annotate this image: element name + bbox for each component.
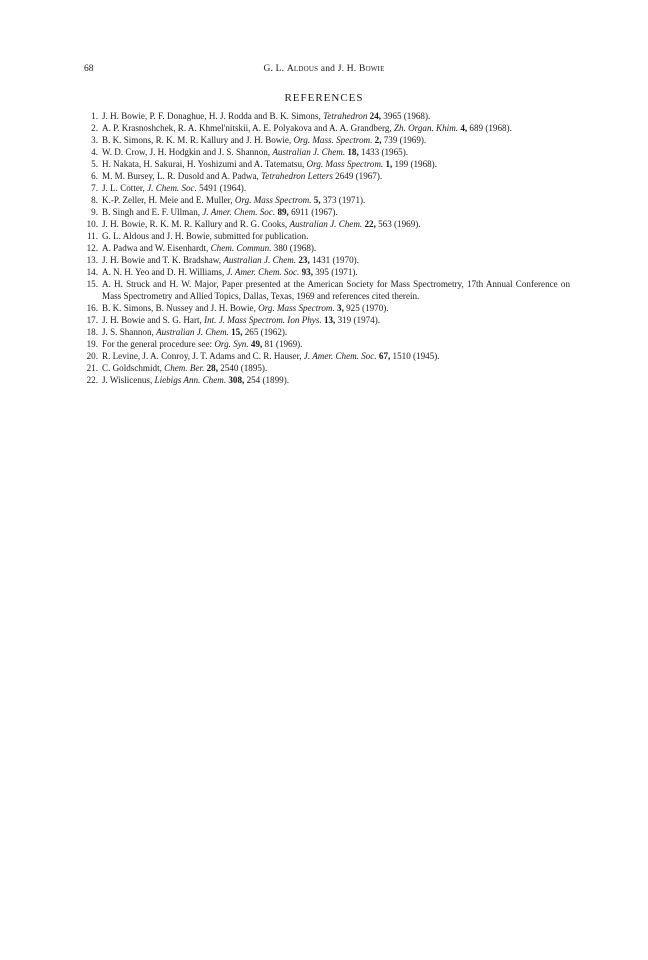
reference-number: 11. [86,231,98,241]
reference-segment: 395 (1971). [313,267,358,277]
reference-text [102,243,316,253]
reference-number: 13. [86,255,98,265]
reference-number: 12. [86,243,98,253]
reference-text [102,147,408,157]
reference-text [102,159,437,169]
reference-item [84,194,570,206]
reference-segment: J. Wislicenus, [102,375,155,385]
reference-item [84,134,570,146]
author2-surname: Bowie [358,64,385,74]
author1-surname: Aldous [286,64,319,74]
journal-title: Australian J. Chem. [156,327,229,337]
reference-item [84,350,570,362]
reference-number: 20. [86,351,98,361]
reference-segment: 2540 (1895). [217,363,268,373]
reference-segment: G. L. Aldous and J. H. Bowie, submitted for publication. [102,231,309,241]
reference-segment: B. K. Simons, B. Nussey and J. H. Bowie, [102,303,259,313]
reference-item [84,302,570,314]
reference-item [84,206,570,218]
reference-number: 2. [91,123,98,133]
reference-segment: 265 (1962). [242,327,288,337]
reference-text [102,195,365,205]
reference-segment: 5491 (1964). [196,183,247,193]
reference-segment: 319 (1974). [335,315,381,325]
reference-segment: H. Nakata, H. Sakurai, H. Yoshizumi and A. Tatematsu, [102,159,307,169]
reference-item [84,314,570,326]
journal-title: Chem. Commun. [210,243,272,253]
reference-segment: A. H. Struck and H. W. Major, Paper presented at the American Society for Mass Spectrometry, 17th Annual Conference on Mass Spectrometry and Allied Topics, Dallas, Texas, 1969 and references cited therein. [102,279,570,301]
reference-segment: J. L. Cotter, [102,183,148,193]
volume-number: 28, [206,363,218,373]
reference-number: 15. [86,279,98,289]
reference-text [102,315,380,325]
running-head [0,64,648,74]
reference-text [102,255,359,265]
volume-number: 15, [231,327,243,337]
reference-segment: J. H. Bowie and T. K. Bradshaw, [102,255,224,265]
volume-number: 89, [277,207,289,217]
journal-title: J. Chem. Soc. [147,183,197,193]
reference-text [102,183,246,193]
reference-item [84,326,570,338]
reference-segment: 689 (1968). [467,123,512,133]
volume-number: 13, [323,315,336,325]
reference-number: 8. [91,195,98,205]
reference-segment: 373 (1971). [320,195,366,205]
reference-number: 3. [91,135,98,145]
volume-number: 93, [301,267,313,277]
reference-text [102,303,389,313]
reference-segment: J. S. Shannon, [102,327,157,337]
reference-segment: R. Levine, J. A. Conroy, J. T. Adams and C. R. Hauser, [102,351,304,361]
reference-text [102,135,426,145]
reference-number: 5. [91,159,98,169]
journal-title: Zh. Organ. Khim. [393,123,459,133]
author2-initials: J. H. [337,64,359,74]
volume-number: 308, [228,375,245,385]
reference-text [102,123,512,133]
reference-number: 18. [86,327,98,337]
reference-item [84,242,570,254]
reference-segment: 6911 (1967). [288,207,338,217]
volume-number: 5, [313,195,321,205]
reference-number: 4. [91,147,98,157]
reference-number: 9. [91,207,98,217]
journal-title: Tetrahedron [323,111,368,121]
reference-segment: A. P. Krasnoshchek, R. A. Khmel'nitskii, A. E. Polyakova and A. A. Grandberg, [102,123,394,133]
author-conjunction: and [318,64,338,74]
journal-title: Org. Mass Spectrom. [258,303,335,313]
reference-segment: M. M. Bursey, L. R. Dusold and A. Padwa, [102,171,262,181]
reference-text [102,279,570,301]
reference-item [84,158,570,170]
reference-item [84,362,570,374]
reference-number: 7. [91,183,98,193]
reference-segment: A. Padwa and W. Eisenhardt, [102,243,211,253]
reference-number: 16. [86,303,98,313]
reference-segment: C. Goldschmidt, [102,363,165,373]
reference-number: 1. [91,111,98,121]
page-number: 68 [84,64,94,74]
reference-segment: J. H. Bowie and S. G. Hart, [102,315,205,325]
reference-segment: 563 (1969). [375,219,421,229]
reference-segment: 199 (1968). [392,159,437,169]
reference-item [84,146,570,158]
journal-title: Org. Mass Spectrom. [306,159,384,169]
reference-text [102,267,358,277]
reference-segment: 1510 (1945). [390,351,440,361]
reference-segment: W. D. Crow, J. H. Hodgkin and J. S. Shannon, [102,147,273,157]
journal-title: Chem. Ber. [164,363,205,373]
reference-text [102,363,267,373]
reference-text [102,351,440,361]
reference-item [84,170,570,182]
volume-number: 49, [250,339,263,349]
journal-title: J. Amer. Chem. Soc. [202,207,276,217]
reference-text [102,111,430,121]
author1-initials: G. L. [263,64,287,74]
reference-segment: J. H. Bowie, P. F. Donaghue, H. J. Rodda and B. K. Simons, [102,111,324,121]
reference-item [84,230,570,242]
journal-title: J. Amer. Chem. Soc. [226,267,300,277]
reference-item [84,122,570,134]
reference-item [84,254,570,266]
reference-list [84,110,570,386]
volume-number: 23, [298,255,310,265]
journal-title: Org. Syn. [214,339,249,349]
reference-number: 14. [86,267,98,277]
journal-title: Liebigs Ann. Chem. [154,375,227,385]
reference-segment: 81 (1969). [262,339,303,349]
volume-number: 1, [385,159,393,169]
reference-segment: A. N. H. Yeo and D. H. Williams, [102,267,227,277]
journal-title: Tetrahedron Letters [261,171,333,181]
reference-segment: 925 (1970). [343,303,389,313]
reference-segment: 254 (1899). [244,375,290,385]
volume-number: 18, [347,147,359,157]
volume-number: 2, [374,135,382,145]
reference-item [84,338,570,350]
reference-segment: 3965 (1968). [381,111,431,121]
reference-number: 6. [91,171,98,181]
journal-title: Org. Mass. Spectrom. [293,135,373,145]
reference-item [84,110,570,122]
reference-segment: 2649 (1967). [332,171,383,181]
reference-item [84,182,570,194]
journal-title: Australian J. Chem. [272,147,346,157]
reference-item [84,278,570,302]
reference-item [84,374,570,386]
journal-title: Org. Mass Spectrom. [234,195,312,205]
reference-segment: B. Singh and E. F. Ullman, [102,207,203,217]
volume-number: 67, [378,351,391,361]
reference-number: 17. [86,315,98,325]
reference-segment: B. K. Simons, R. K. M. R. Kallury and J. H. Bowie, [102,135,294,145]
reference-item [84,266,570,278]
volume-number: 24, [369,111,382,121]
reference-text [102,339,302,349]
reference-number: 21. [86,363,98,373]
volume-number: 22, [364,219,376,229]
reference-number: 10. [86,219,98,229]
reference-number: 19. [86,339,98,349]
reference-item [84,218,570,230]
reference-segment: J. H. Bowie, R. K. M. R. Kallury and R. G. Cooks, [102,219,290,229]
reference-text [102,219,421,229]
journal-title: Int. J. Mass Spectrom. Ion Phys. [204,315,322,325]
volume-number: 3, [337,303,344,313]
journal-title: Australian J. Chem. [223,255,297,265]
reference-segment: K.-P. Zeller, H. Meie and E. Muller, [102,195,235,205]
reference-text [102,207,338,217]
journal-title: J. Amer. Chem. Soc. [303,351,377,361]
reference-segment: For the general procedure see: [102,339,215,349]
reference-text [102,171,382,181]
reference-segment: 380 (1968). [271,243,317,253]
reference-segment: 1433 (1965). [358,147,409,157]
journal-title: Australian J. Chem. [289,219,363,229]
section-title: REFERENCES [284,92,364,104]
reference-segment: 739 (1969). [381,135,427,145]
reference-text [102,231,308,241]
reference-text [102,327,287,337]
reference-segment: 1431 (1970). [309,255,359,265]
volume-number: 4, [460,123,468,133]
reference-text [102,375,289,385]
reference-number: 22. [86,375,98,385]
